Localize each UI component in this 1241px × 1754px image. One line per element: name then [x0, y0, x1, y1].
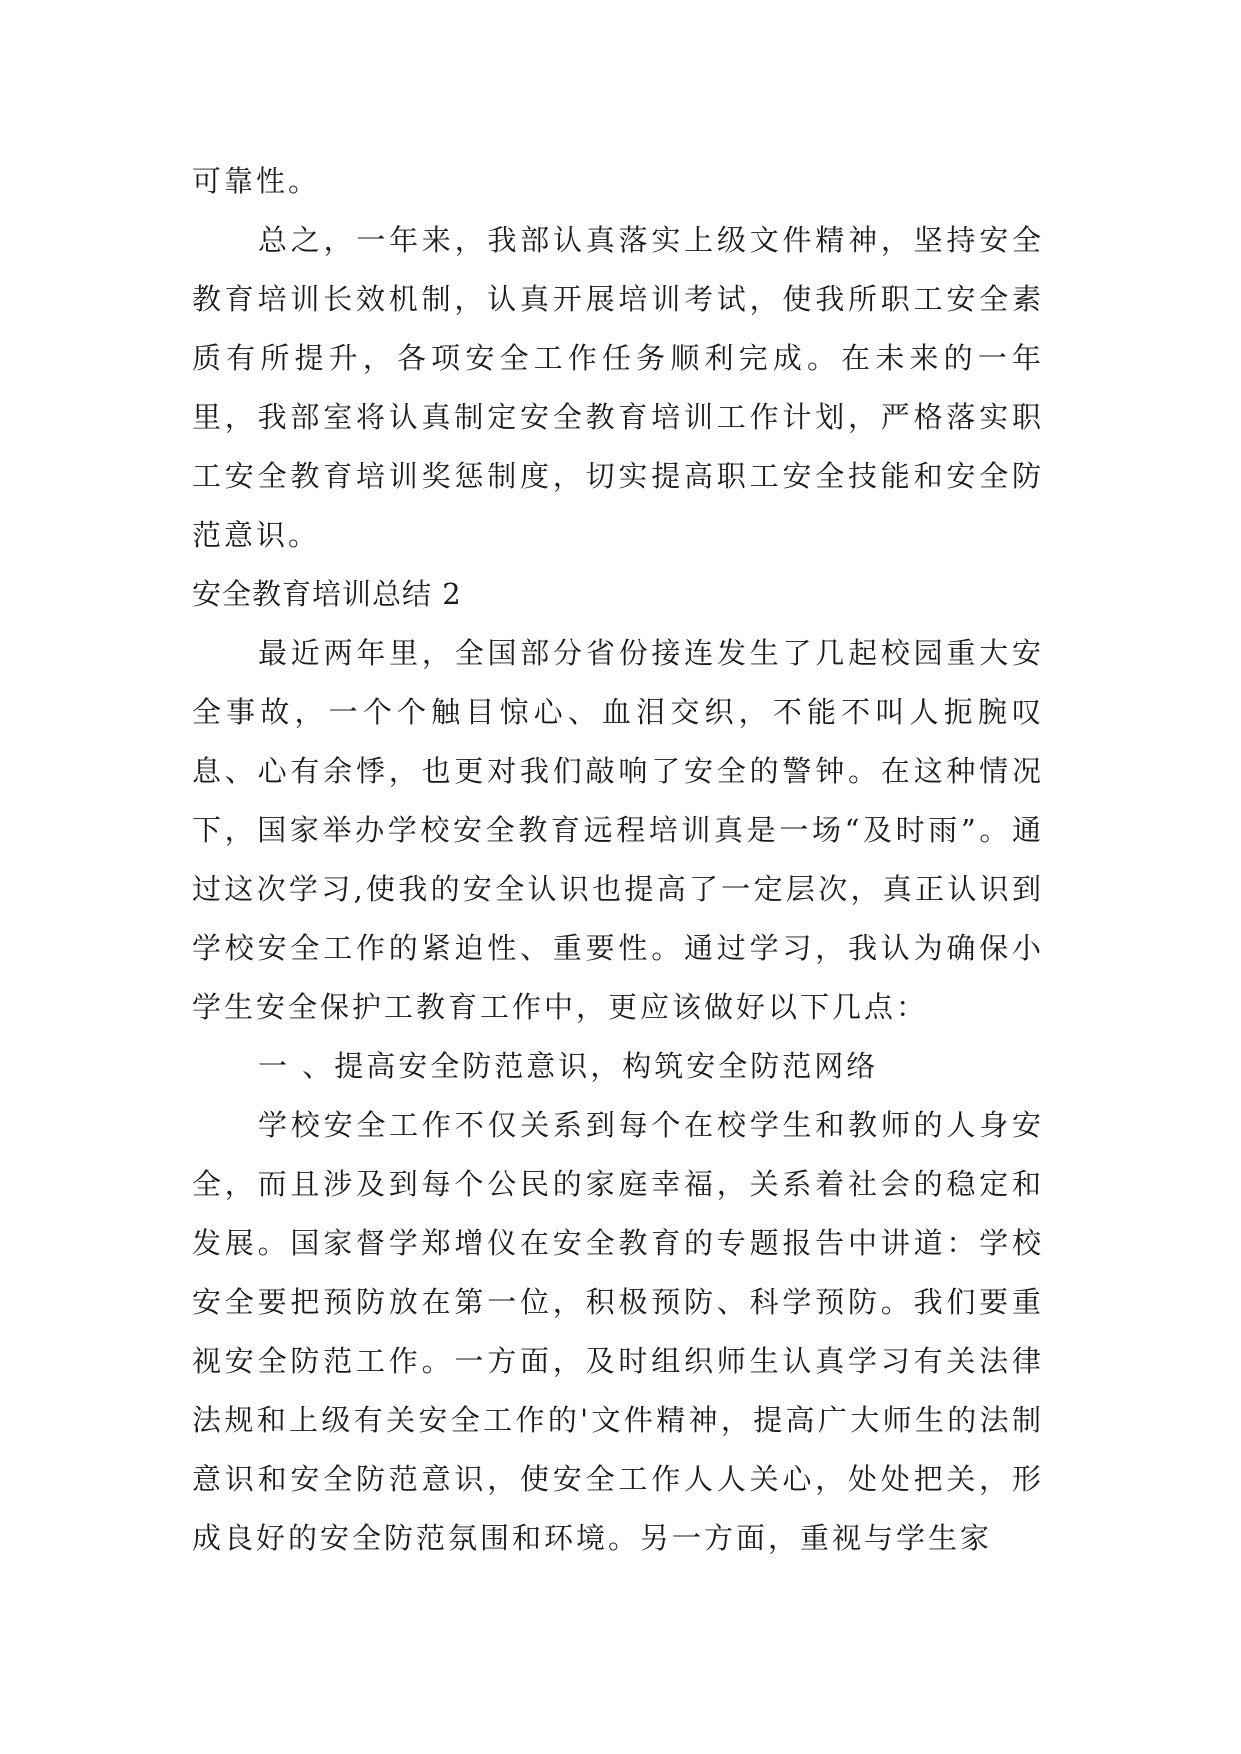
paragraph-reliability-end: 可靠性。 [192, 164, 321, 198]
paragraph-school-safety: 学校安全工作不仅关系到每个在校学生和教师的人身安全，而且涉及到每个公民的家庭幸福，关系着社会的稳定和发展。国家督学郑增仪在安全教育的专题报告中讲道：学校安全要把预防放在第一位，积极预防、科学预防。我们要重视安全防范工作。一方面，及时组织师生认真学习有关法律法规和上级有关安全工作的'文件精神，提高广大师生的法制意识和安全防范意识，使安全工作人人关心，处处把关，形成良好的安全防范氛围和环境。另一方面，重视与学生家 [192, 1108, 1044, 1555]
subheading-point-one: 一 、提高安全防范意识，构筑安全防范网络 [258, 1049, 879, 1083]
paragraph-summary: 总之，一年来，我部认真落实上级文件精神，坚持安全教育培训长效机制，认真开展培训考试，使我所职工安全素质有所提升，各项安全工作任务顺利完成。在未来的一年里，我部室将认真制定安全教育培训工作计划，严格落实职工安全教育培训奖惩制度，切实提高职工安全技能和安全防范意识。 [192, 223, 1044, 552]
document-body [192, 152, 1044, 1568]
paragraph-intro: 最近两年里，全国部分省份接连发生了几起校园重大安全事故，一个个触目惊心、血泪交织，不能不叫人扼腕叹息、心有余悸，也更对我们敲响了安全的警钟。在这种情况下，国家举办学校安全教育远程培训真是一场“及时雨”。通过这次学习,使我的安全认识也提高了一定层次，真正认识到学校安全工作的紧迫性、重要性。通过学习，我认为确保小学生安全保护工教育工作中，更应该做好以下几点： [192, 636, 1044, 1024]
section-heading: 安全教育培训总结 2 [192, 577, 462, 611]
